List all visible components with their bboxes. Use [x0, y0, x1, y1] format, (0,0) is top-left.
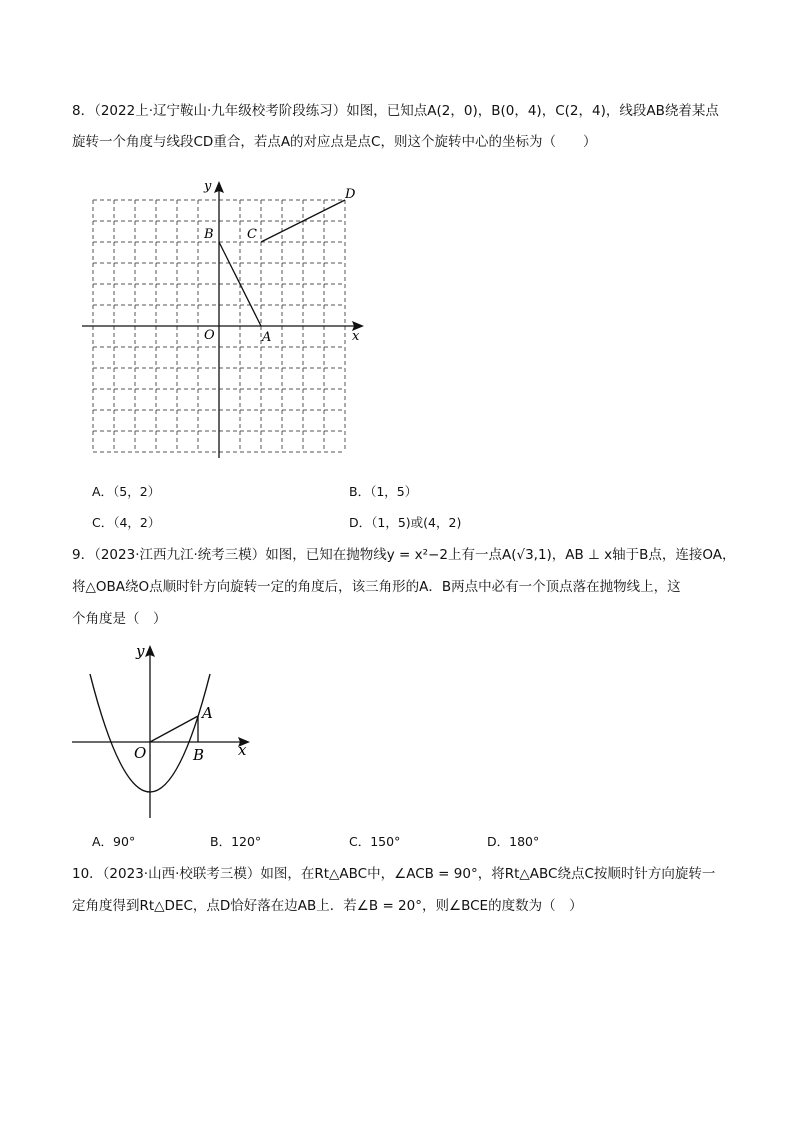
q9-label-origin: O	[134, 744, 147, 762]
q8-coordinate-grid-figure	[76, 176, 372, 464]
q9-text-line2: 将△OBA绕O点顺时针方向旋转一定的角度后，该三角形的A．B两点中必有一个顶点落在抛物线上，这	[72, 579, 681, 595]
q9-option-d: D．180°	[487, 834, 540, 849]
q10-text-line1: 10．（2023·山西·校联考三模）如图，在Rt△ABC中，∠ACB = 90°，将Rt△ABC绕点C按顺时针方向旋转一	[72, 866, 716, 882]
q8-option-a: A．（5，2）	[92, 484, 161, 499]
q9-option-b: B．120°	[210, 834, 262, 849]
q9-parabola-figure	[68, 640, 264, 822]
q8-label-x: x	[352, 329, 360, 344]
q9-label-b: B	[193, 746, 205, 764]
q8-text-line1: 8．（2022上·辽宁鞍山·九年级校考阶段练习）如图，已知点A(2，0)，B(0，4)，C(2，4)，线段AB绕着某点	[72, 103, 719, 119]
q9-option-a: A．90°	[92, 834, 136, 849]
q8-label-d: D	[345, 187, 356, 202]
q8-label-y: y	[204, 179, 212, 194]
q9-label-y: y	[136, 642, 145, 660]
q9-option-c: C．150°	[349, 834, 401, 849]
q8-label-a: A	[262, 330, 272, 345]
q8-label-c: C	[247, 227, 257, 242]
q10-text-line2: 定角度得到Rt△DEC，点D恰好落在边AB上．若∠B = 20°，则∠BCE的度数为（ ）	[72, 898, 583, 914]
q9-label-x: x	[238, 741, 247, 759]
q8-text-line2: 旋转一个角度与线段CD重合，若点A的对应点是点C，则这个旋转中心的坐标为（ ）	[72, 134, 597, 150]
q9-text-line1: 9．（2023·江西九江·统考三模）如图，已知在抛物线y = x²−2上有一点A(√3,1)，AB ⊥ x轴于B点，连接OA，	[72, 547, 736, 563]
q8-label-origin: O	[204, 328, 215, 343]
q9-label-a: A	[202, 704, 213, 722]
q9-text-line3: 个角度是（ ）	[72, 611, 167, 627]
q8-option-c: C．（4，2）	[92, 515, 161, 530]
q8-option-b: B．（1，5）	[349, 484, 418, 499]
q8-option-d: D．（1，5)或(4，2)	[349, 515, 462, 530]
q8-label-b: B	[204, 227, 214, 242]
